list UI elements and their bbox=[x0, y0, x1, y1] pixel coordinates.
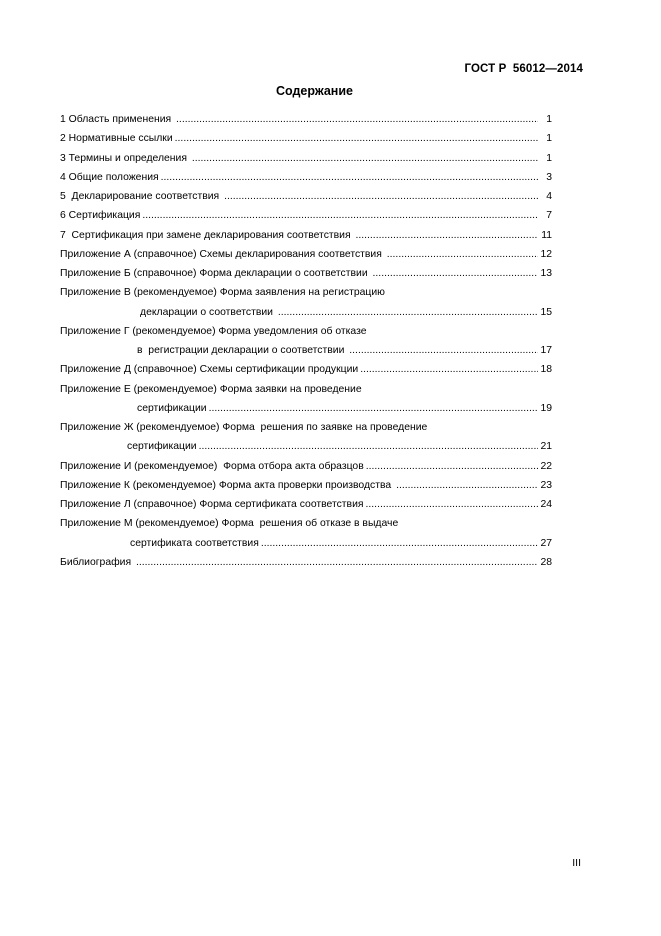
table-of-contents bbox=[60, 110, 552, 572]
toc-leader-dots bbox=[360, 360, 538, 379]
toc-entry-label: Приложение И (рекомендуемое) Форма отбора акта образцов bbox=[60, 460, 364, 472]
toc-entry-label: Библиография bbox=[60, 556, 134, 568]
toc-page-number: 13 bbox=[540, 268, 552, 279]
toc-leader-dots bbox=[142, 206, 538, 225]
toc-entry-label: 6 Сертификация bbox=[60, 210, 141, 222]
toc-page-number: 19 bbox=[540, 402, 552, 414]
toc-entry-7[interactable] bbox=[60, 226, 552, 245]
toc-entry-label: 3 Термины и определения bbox=[60, 152, 190, 164]
toc-page-number: 3 bbox=[546, 171, 552, 183]
toc-leader-dots bbox=[278, 303, 538, 322]
toc-entry-label: 4 Общие положения bbox=[60, 171, 159, 183]
toc-entry-bibliography[interactable] bbox=[60, 553, 552, 572]
toc-leader-dots bbox=[387, 245, 538, 264]
toc-page-number: 12 bbox=[540, 248, 552, 260]
toc-entry-label: 2 Нормативные ссылки bbox=[60, 133, 173, 145]
toc-entry-appendix-ye[interactable] bbox=[60, 399, 552, 418]
toc-leader-dots bbox=[136, 553, 538, 572]
toc-entry-label: в регистрации декларации о соответствии bbox=[137, 345, 348, 356]
toc-leader-dots bbox=[366, 457, 538, 476]
toc-entry-appendix-i[interactable] bbox=[60, 457, 552, 476]
toc-entry-appendix-k[interactable] bbox=[60, 476, 552, 495]
toc-leader-dots bbox=[209, 399, 538, 418]
toc-leader-dots bbox=[192, 149, 538, 168]
toc-entry-label: 7 Сертификация при замене декларирования соответствия bbox=[60, 229, 354, 241]
toc-entry-appendix-v-line1[interactable]: Приложение В (рекомендуемое) Форма заявления на регистрацию bbox=[60, 287, 385, 299]
toc-leader-dots bbox=[199, 437, 538, 456]
toc-page-number: 1 bbox=[546, 114, 552, 125]
toc-leader-dots bbox=[396, 476, 538, 495]
toc-leader-dots bbox=[161, 168, 538, 187]
toc-entry-appendix-zh[interactable] bbox=[60, 437, 552, 456]
toc-page-number: 11 bbox=[541, 229, 552, 241]
toc-leader-dots bbox=[176, 110, 538, 129]
toc-entry-label: сертификации bbox=[137, 402, 207, 414]
toc-page-number: 15 bbox=[540, 306, 552, 318]
toc-entry-appendix-v[interactable] bbox=[60, 303, 552, 322]
toc-entry-4[interactable] bbox=[60, 168, 552, 187]
toc-entry-label: Приложение Л (справочное) Форма сертификата соответствия bbox=[60, 499, 364, 510]
toc-entry-appendix-l[interactable] bbox=[60, 495, 552, 514]
toc-entry-appendix-ye-line1[interactable]: Приложение Е (рекомендуемое) Форма заявки на проведение bbox=[60, 383, 362, 395]
toc-entry-label: Приложение Д (справочное) Схемы сертификации продукции bbox=[60, 364, 359, 376]
toc-entry-label: Приложение А (справочное) Схемы декларирования соответствия bbox=[60, 248, 385, 260]
toc-entry-3[interactable] bbox=[60, 149, 552, 168]
toc-leader-dots bbox=[349, 341, 538, 360]
toc-entry-appendix-b[interactable] bbox=[60, 264, 552, 283]
toc-entry-label: сертификации bbox=[127, 441, 197, 453]
toc-entry-1[interactable] bbox=[60, 110, 552, 129]
toc-page-number: 22 bbox=[540, 460, 552, 472]
toc-entry-appendix-zh-line1[interactable]: Приложение Ж (рекомендуемое) Форма решения по заявке на проведение bbox=[60, 422, 428, 433]
toc-entry-6[interactable] bbox=[60, 206, 552, 225]
toc-page-number: 21 bbox=[540, 441, 552, 453]
toc-page-number: 1 bbox=[546, 133, 552, 145]
toc-leader-dots bbox=[224, 187, 538, 206]
toc-entry-appendix-m-line1[interactable]: Приложение М (рекомендуемое) Форма решения об отказе в выдаче bbox=[60, 518, 399, 530]
page-number: III bbox=[572, 857, 581, 869]
toc-entry-label: 5 Декларирование соответствия bbox=[60, 191, 223, 202]
toc-entry-label: 1 Область применения bbox=[60, 114, 175, 125]
toc-page-number: 18 bbox=[540, 364, 552, 376]
toc-entry-2[interactable] bbox=[60, 129, 552, 148]
toc-entry-appendix-d[interactable] bbox=[60, 360, 552, 379]
toc-leader-dots bbox=[373, 264, 538, 283]
toc-entry-5[interactable] bbox=[60, 187, 552, 206]
toc-page-number: 7 bbox=[546, 210, 552, 222]
toc-leader-dots bbox=[261, 534, 538, 553]
toc-entry-label: декларации о соответствии bbox=[140, 306, 276, 318]
toc-page-number: 28 bbox=[540, 556, 552, 568]
toc-entry-label: Приложение К (рекомендуемое) Форма акта проверки производства bbox=[60, 479, 395, 491]
toc-entry-label: сертификата соответствия bbox=[130, 537, 259, 549]
toc-page-number: 24 bbox=[540, 499, 552, 510]
toc-leader-dots bbox=[366, 495, 538, 514]
toc-entry-appendix-m[interactable] bbox=[60, 534, 552, 553]
toc-entry-appendix-g[interactable] bbox=[60, 341, 552, 360]
toc-leader-dots bbox=[175, 129, 538, 148]
toc-entry-appendix-g-line1[interactable]: Приложение Г (рекомендуемое) Форма уведомления об отказе bbox=[60, 325, 367, 337]
page-title: Содержание bbox=[275, 84, 353, 98]
toc-page-number: 23 bbox=[540, 479, 552, 491]
toc-leader-dots bbox=[355, 226, 538, 245]
toc-entry-label: Приложение Б (справочное) Форма декларации о соответствии bbox=[60, 268, 371, 279]
toc-page-number: 1 bbox=[546, 152, 552, 164]
document-code: ГОСТ Р 56012—2014 bbox=[464, 63, 583, 75]
toc-page-number: 4 bbox=[546, 191, 552, 202]
toc-entry-appendix-a[interactable] bbox=[60, 245, 552, 264]
toc-page-number: 17 bbox=[540, 345, 552, 356]
toc-page-number: 27 bbox=[540, 537, 552, 549]
